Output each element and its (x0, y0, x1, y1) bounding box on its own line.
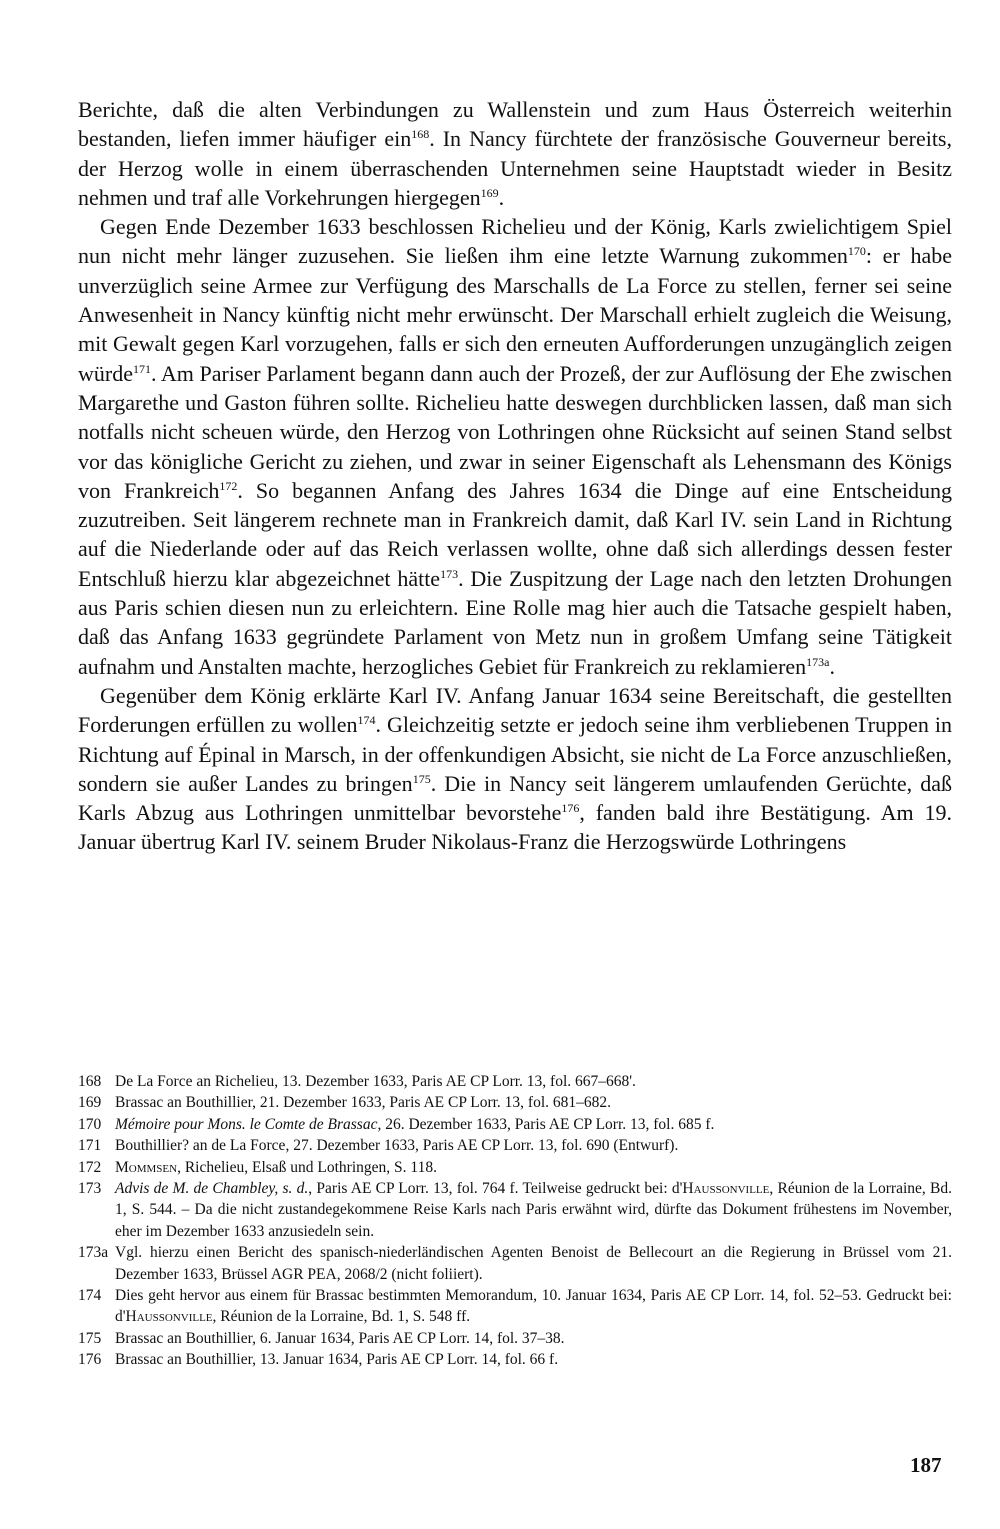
footnote-text (115, 1116, 714, 1133)
footnote-text (115, 1351, 558, 1368)
body-paragraph (78, 95, 952, 212)
text-segment: . So begannen Anfang des Jahres 1634 die Dinge auf eine Entscheidung zuzutreiben. Seit längerem rechnete man in Frankreich damit, daß Karl IV. sein Land in Richtung auf die Niederlande oder auf das Reich verlassen wollte, ohne daß sich allerdings dessen fester Entschluß hierzu klar abgezeichnet hätte (78, 477, 952, 591)
footnote (78, 1328, 952, 1349)
footnote-reference: 173a (806, 654, 830, 669)
footnote-number: 172 (78, 1158, 102, 1176)
footnote-reference: 173 (440, 566, 459, 581)
footnote-number: 176 (78, 1351, 102, 1369)
footnote-number: 175 (78, 1329, 102, 1347)
footnote-reference: 168 (411, 127, 430, 142)
text-segment: . Die Zuspitzung der Lage nach den letzten Drohungen aus Paris schien diesen nun zu erleichtern. Eine Rolle mag hier auch die Tatsache gespielt haben, daß das Anfang 1633 gegründete Parlament von Metz nun in großem Umfang seine Tätigkeit aufnahm und Anstalten machte, herzogliches Gebiet für Frankreich zu reklamieren (78, 565, 952, 679)
footnote-number: 169 (78, 1094, 102, 1112)
footnote-reference: 174 (357, 713, 376, 728)
page-number: 187 (910, 1453, 942, 1477)
text-segment: . (829, 653, 835, 679)
footnote-text (115, 1159, 437, 1176)
text-segment: , Richelieu, Elsaß und Lothringen, S. 118. (177, 1158, 437, 1176)
text-segment: Brassac an Bouthillier, 21. Dezember 1633, Paris AE CP Lorr. 13, fol. 681–682. (115, 1094, 612, 1112)
text-segment: Brassac an Bouthillier, 13. Januar 1634, Paris AE CP Lorr. 14, fol. 66 f. (115, 1351, 559, 1369)
text-segment: . Die in Nancy seit längerem umlaufenden Gerüchte, daß Karls Abzug aus Lothringen unmittelbar bevorstehe (78, 770, 952, 826)
footnote-text (115, 1330, 565, 1347)
footnote-reference: 171 (132, 361, 151, 376)
footnote (78, 1285, 952, 1328)
footnote-text (115, 1137, 678, 1154)
text-segment: , 26. Dezember 1633, Paris AE CP Lorr. 13, fol. 685 f. (377, 1115, 715, 1133)
footnote-number: 174 (78, 1287, 102, 1305)
text-segment: Gegen Ende Dezember 1633 beschlossen Richelieu und der König, Karls zwielichtigem Spiel nun nicht mehr länger zuzusehen. Sie ließen ihm eine letzte Warnung zukommen (78, 214, 952, 269)
body-paragraph (78, 212, 952, 681)
text-segment: , Réunion de la Lorraine, Bd. 1, S. 544. – Da die nicht zustandegekommene Reise Karls nach Paris erwähnt wird, dürfte das Dokument frühestens im November, eher im Dezember 1633 anzusiedeln sein. (115, 1180, 952, 1240)
text-segment: . Am Pariser Parlament begann dann auch der Prozeß, der zur Auflösung der Ehe zwischen Margarethe und Gaston führen sollte. Richelieu hatte deswegen durchblicken lassen, daß man sich notfalls nicht scheuen würde, den Herzog von Lothringen ohne Rücksicht auf seinen Stand selbst vor das königliche Gericht zu ziehen, und zwar in seiner Eigenschaft als Lehensmann des Königs von Frankreich (78, 360, 952, 503)
footnotes (78, 1071, 952, 1371)
footnote-number: 171 (78, 1137, 102, 1155)
footnote (78, 1114, 952, 1135)
text-segment: Advis de M. de Chambley, s. d. (115, 1180, 309, 1198)
footnote (78, 1242, 952, 1285)
text-segment: , Paris AE CP Lorr. 13, fol. 764 f. Teilweise gedruckt bei: d' (308, 1180, 683, 1198)
text-segment: Mémoire pour Mons. le Comte de Brassac (115, 1115, 378, 1133)
footnote-number: 170 (78, 1115, 102, 1133)
footnote-number: 168 (78, 1073, 102, 1090)
footnote-text (115, 1287, 952, 1325)
text-segment: Mommsen (115, 1158, 178, 1176)
footnote-number: 173a (78, 1244, 109, 1262)
text-segment: Vgl. hierzu einen Bericht des spanisch-niederländischen Agenten Benoist de Bellecourt an die Regierung in Brüssel vom 21. Dezember 1633, Brüssel AGR PEA, 2068/2 (nicht foliiert). (115, 1244, 952, 1283)
footnote-number: 173 (78, 1180, 102, 1198)
text-segment: De La Force an Richelieu, 13. Dezember 1633, Paris AE CP Lorr. 13, fol. 667–668'. (115, 1073, 636, 1090)
text-segment: . (498, 184, 505, 210)
footnote-reference: 176 (561, 801, 580, 816)
text-segment: Brassac an Bouthillier, 6. Januar 1634, Paris AE CP Lorr. 14, fol. 37–38. (115, 1329, 565, 1347)
footnote-text (115, 1244, 952, 1282)
text-segment: , fanden bald ihre Bestätigung. Am 19. Januar übertrug Karl IV. seinem Bruder Nikolaus-Franz die Herzogswürde Lothringens (78, 800, 952, 855)
text-segment: Haussonville (682, 1180, 770, 1198)
main-text (78, 95, 952, 857)
footnote (78, 1135, 952, 1156)
footnote-reference: 172 (219, 478, 238, 493)
text-segment: : er habe unverzüglich seine Armee zur Verfügung des Marschalls de La Force zu stellen, ferner sei seine Anwesenheit in Nancy künftig nicht mehr erwünscht. Der Marschall erhielt zugleich die Weisung, mit Gewalt gegen Karl vorzugehen, falls er sich den erneuten Aufforderungen unzugänglich zeigen würde (78, 243, 953, 386)
footnote-reference: 169 (480, 185, 499, 200)
text-segment: . In Nancy fürchtete der französische Gouverneur bereits, der Herzog wolle in einem überraschenden Unternehmen seine Hauptstadt wieder in Besitz nehmen und traf alle Vorkehrungen hiergegen (78, 126, 952, 210)
footnote (78, 1071, 952, 1092)
text-segment: . Gleichzeitig setzte er jedoch seine ihm verbliebenen Truppen in Richtung auf Épinal in Marsch, in der offenkundigen Absicht, sie nicht de La Force anzuschließen, sondern sie außer Landes zu bringen (78, 712, 952, 796)
footnote-text (115, 1180, 952, 1240)
text-segment: Gegenüber dem König erklärte Karl IV. Anfang Januar 1634 seine Bereitschaft, die gestellten Forderungen erfüllen zu wollen (78, 682, 952, 738)
body-paragraph (78, 681, 952, 857)
text-segment: , Réunion de la Lorraine, Bd. 1, S. 548 ff. (212, 1308, 471, 1326)
footnote (78, 1157, 952, 1178)
footnote-reference: 175 (412, 771, 431, 786)
footnote-text (115, 1073, 636, 1090)
text-segment: Haussonville (125, 1308, 213, 1326)
text-segment: Berichte, daß die alten Verbindungen zu Wallenstein und zum Haus Österreich weiterhin bestanden, liefen immer häufiger ein (78, 97, 952, 152)
footnote (78, 1349, 952, 1370)
footnote-reference: 170 (847, 244, 866, 259)
footnote-text (115, 1094, 611, 1111)
text-segment: Dies geht hervor aus einem für Brassac bestimmten Memorandum, 10. Januar 1634, Paris AE CP Lorr. 14, fol. 52–53. Gedruckt bei: d' (115, 1287, 952, 1326)
text-segment: Bouthillier? an de La Force, 27. Dezember 1633, Paris AE CP Lorr. 13, fol. 690 (Entwurf). (115, 1137, 679, 1155)
footnote (78, 1092, 952, 1113)
footnote (78, 1178, 952, 1242)
